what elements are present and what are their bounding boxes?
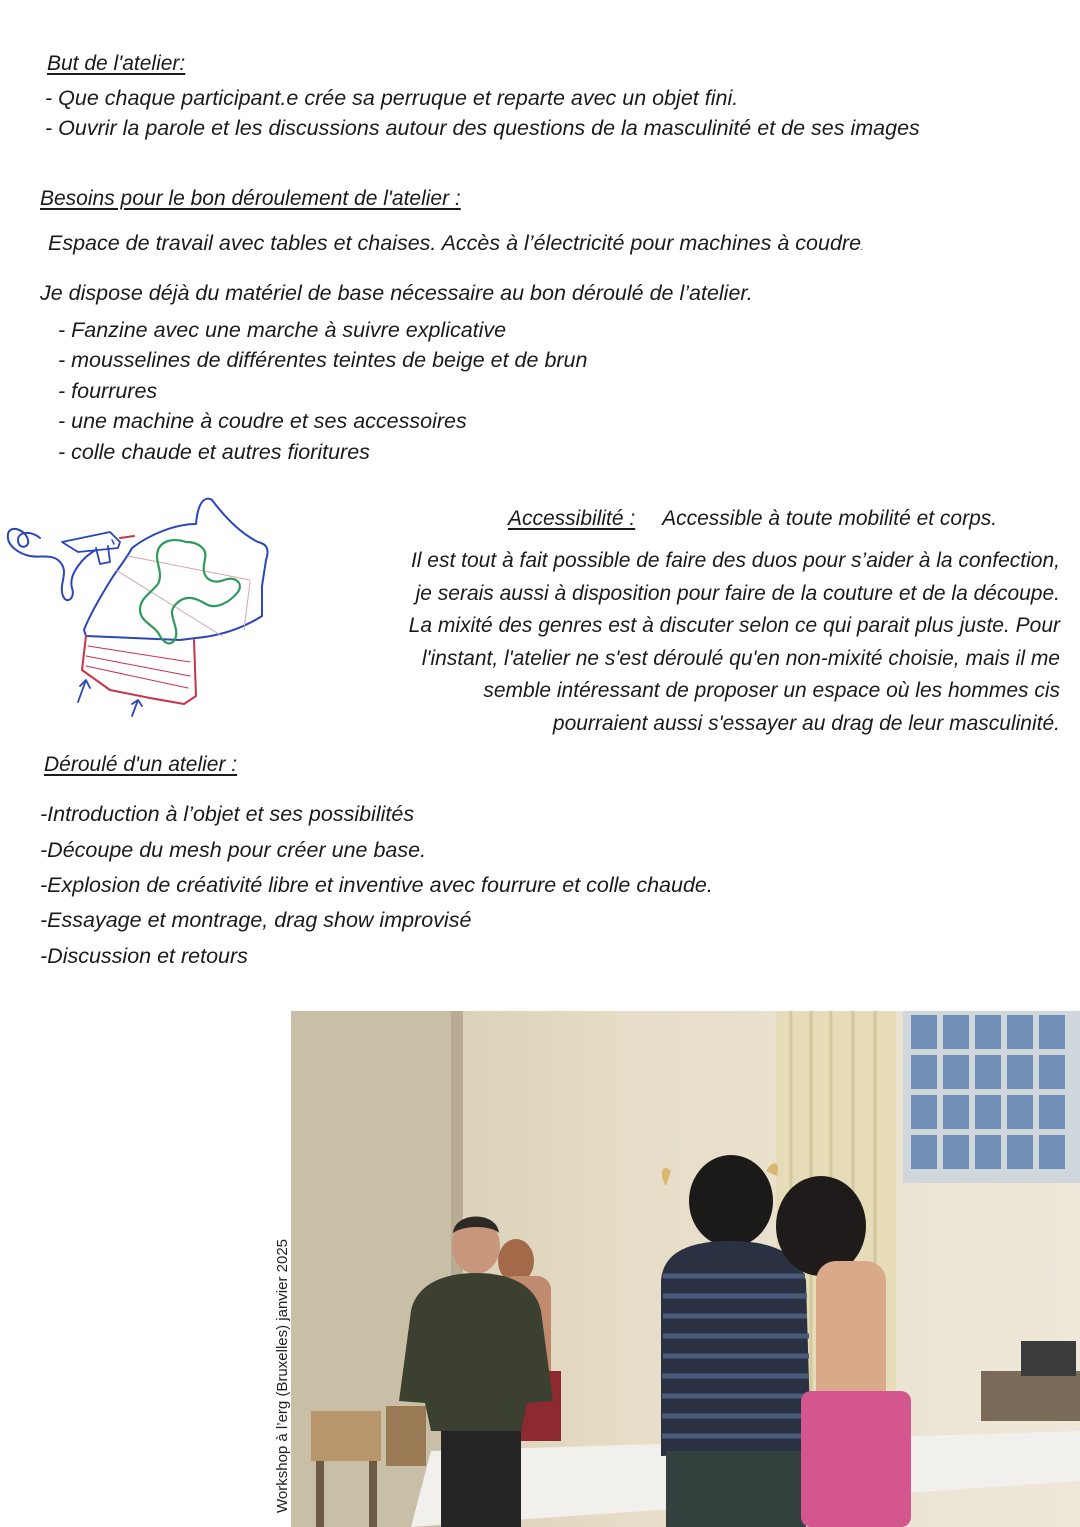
process-step: -Introduction à l’objet et ses possibilités xyxy=(40,802,415,826)
process-step: -Explosion de créativité libre et inventive avec fourrure et colle chaude. xyxy=(40,873,713,897)
accessibility-line: je serais aussi à disposition pour faire de la couture et de la découpe. xyxy=(415,581,1060,605)
wig-sketch-illustration xyxy=(0,490,290,725)
needs-space: Espace de travail avec tables et chaises. Accès à l’électricité pour machines à coudre. xyxy=(48,231,864,255)
goal-item: - Ouvrir la parole et les discussions autour des questions de la masculinité et de ses images xyxy=(45,116,920,140)
accessibility-label: Accessibilité : xyxy=(508,507,636,530)
process-heading: Déroulé d'un atelier : xyxy=(44,753,238,776)
material-intro: Je dispose déjà du matériel de base nécessaire au bon déroulé de l’atelier. xyxy=(40,281,753,305)
accessibility-paragraph xyxy=(409,545,1060,740)
process-step: -Discussion et retours xyxy=(40,944,248,968)
material-item: - mousselines de différentes teintes de beige et de brun xyxy=(58,348,588,372)
process-step: -Essayage et montrage, drag show improvisé xyxy=(40,908,472,932)
accessibility-line: l'instant, l'atelier ne s'est déroulé qu'en non-mixité choisie, mais il me xyxy=(421,646,1060,670)
accessibility-summary: Accessible à toute mobilité et corps xyxy=(662,507,992,530)
needs-heading: Besoins pour le bon déroulement de l'atelier : xyxy=(40,187,461,210)
material-item: - Fanzine avec une marche à suivre explicative xyxy=(58,318,507,342)
goal-heading: But de l'atelier: xyxy=(47,52,186,75)
material-item: - colle chaude et autres fioritures xyxy=(58,440,370,464)
workshop-photo xyxy=(291,1011,1080,1527)
process-step: -Découpe du mesh pour créer une base. xyxy=(40,838,427,862)
accessibility-line: La mixité des genres est à discuter selon ce qui parait plus juste. Pour xyxy=(408,614,1060,637)
accessibility-line: pourraient aussi s'essayer au drag de leur masculinité. xyxy=(552,711,1060,735)
accessibility-line: Il est tout à fait possible de faire des duos pour s’aider à la confection, xyxy=(410,549,1060,572)
goal-item: - Que chaque participant.e crée sa perruque et reparte avec un objet fini. xyxy=(45,86,739,110)
accessibility-line: semble intéressant de proposer un espace où les hommes cis xyxy=(483,679,1060,702)
photo-caption: Workshop à l’erg (Bruxelles) janvier 2025 xyxy=(274,1238,291,1513)
material-item: - fourrures xyxy=(58,379,158,403)
material-item: - une machine à coudre et ses accessoires xyxy=(58,409,467,433)
accessibility-row: Accessibilité : Accessible à toute mobilité et corps. xyxy=(508,507,998,530)
